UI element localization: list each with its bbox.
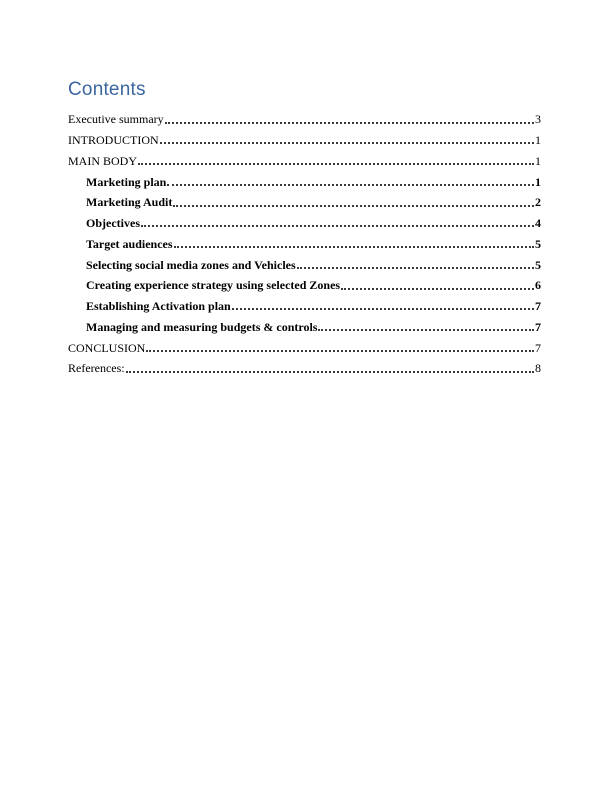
dot-leader (165, 122, 534, 124)
toc-entry-label: Marketing plan (86, 174, 167, 189)
toc-entry (68, 210, 541, 231)
dot-leader (138, 163, 534, 165)
toc-entry-label: MAIN BODY (68, 153, 137, 168)
toc-entry-label: Creating experience strategy using selected Zones (86, 278, 341, 293)
toc-entry-page-number: 6 (535, 278, 541, 293)
toc-entry-label: Managing and measuring budgets & controls (86, 319, 318, 334)
toc-entry-label: Target audiences (86, 236, 173, 251)
toc-entry (68, 189, 541, 210)
dot-leader (341, 288, 534, 290)
toc-entry-page-number: 1 (535, 153, 541, 168)
toc-entry-page-number: 5 (535, 257, 541, 272)
toc-entry-label: Marketing Audit (86, 195, 173, 210)
dot-leader (167, 184, 534, 186)
toc-entry (68, 127, 541, 148)
toc-entry (68, 313, 541, 334)
toc-entry (68, 355, 541, 376)
toc-entry-page-number: 5 (535, 236, 541, 251)
toc-entry (68, 334, 541, 355)
toc-entry (68, 168, 541, 189)
toc-entry (68, 147, 541, 168)
dot-leader (318, 329, 534, 331)
toc-entry-page-number: 7 (535, 319, 541, 334)
toc-entry (68, 293, 541, 314)
toc-entry-label: References: (68, 361, 125, 376)
dot-leader (141, 225, 534, 227)
dot-leader (126, 371, 534, 373)
dot-leader (160, 142, 534, 144)
dot-leader (173, 205, 534, 207)
toc-entry-page-number: 3 (535, 112, 541, 127)
toc-entry (68, 272, 541, 293)
dot-leader (174, 246, 534, 248)
dot-leader (297, 267, 534, 269)
toc-entry-label: Executive summary (68, 112, 164, 127)
toc-entry-page-number: 7 (535, 299, 541, 314)
toc-entry-page-number: 2 (535, 195, 541, 210)
toc-entry-label: CONCLUSION (68, 340, 146, 355)
toc-entry-label: Selecting social media zones and Vehicles (86, 257, 296, 272)
dot-leader (146, 350, 534, 352)
dot-leader (232, 308, 534, 310)
toc-entry-label: INTRODUCTION (68, 133, 159, 148)
toc-entry-page-number: 1 (535, 174, 541, 189)
toc-entry-page-number: 7 (535, 340, 541, 355)
toc-entry-page-number: 4 (535, 216, 541, 231)
contents-heading: Contents (68, 79, 146, 100)
toc-entry (68, 106, 541, 127)
toc-entry-page-number: 8 (535, 361, 541, 376)
toc-entry-page-number: 1 (535, 133, 541, 148)
toc-entry-label: Establishing Activation plan (86, 299, 231, 314)
toc-entry-label: Objectives (86, 216, 140, 231)
toc-entry (68, 251, 541, 272)
table-of-contents (68, 106, 541, 376)
toc-entry (68, 230, 541, 251)
